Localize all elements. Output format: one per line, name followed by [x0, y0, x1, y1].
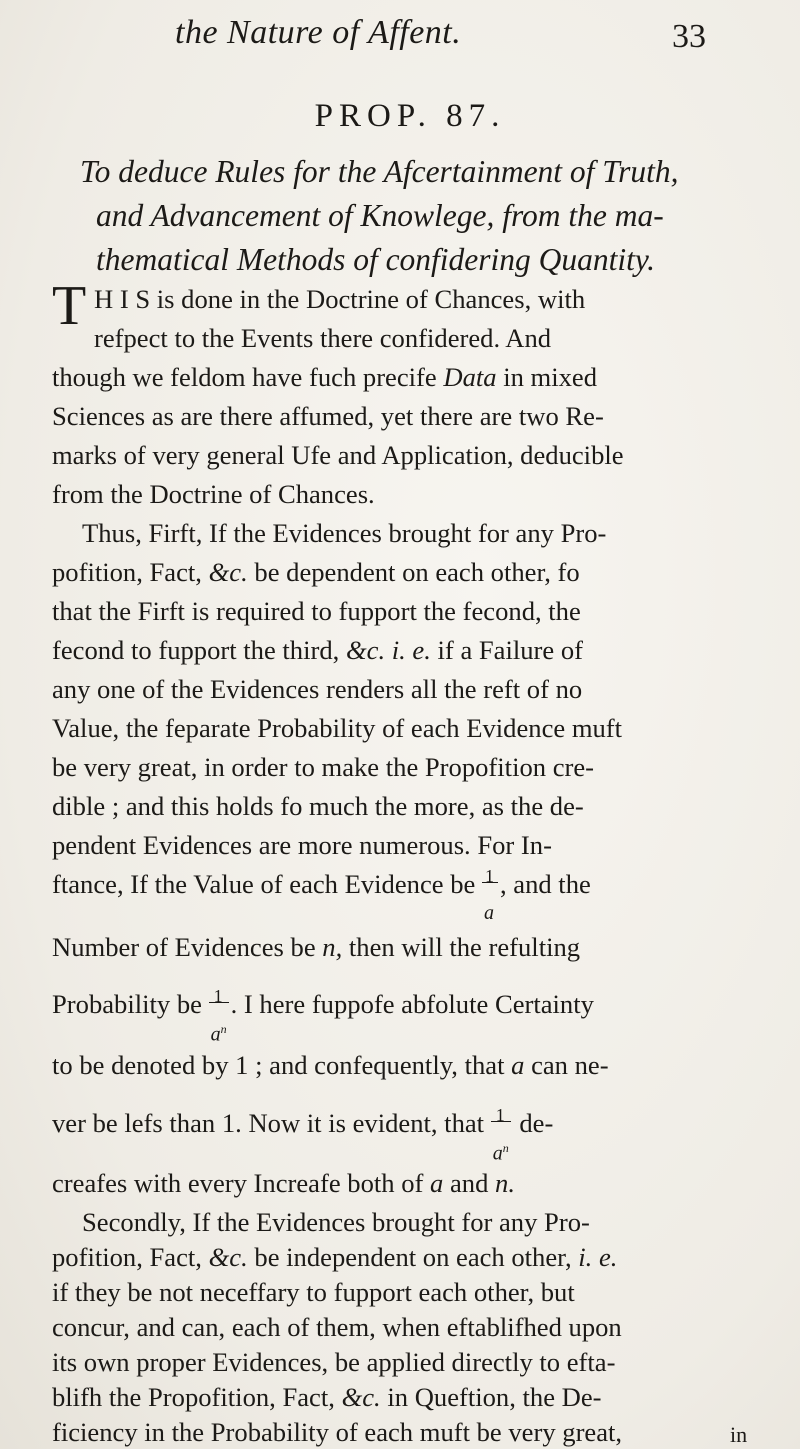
proposition-heading: PROP. 87.: [314, 98, 506, 134]
text-line: refpect to the Events there confidered. And: [94, 323, 552, 353]
page-number: 33: [672, 18, 706, 55]
text-line: marks of very general Ufe and Application, deducible: [52, 440, 624, 470]
text-line: be very great, in order to make the Propofition cre-: [52, 752, 595, 782]
fraction-one-over-a-to-n: $\frac{1}{a^n}$: [492, 1105, 509, 1165]
proposition-title: [80, 150, 770, 282]
text-line: Value, the feparate Probability of each Evidence muft: [52, 713, 623, 743]
book-page: the Nature of Affent. 33 PROP. 87. To deduce Rules for the Afcertainment of Truth, and Advancement of Knowlege, from the ma- thematical Methods of confidering Quantity. T H I S is done in the Doctrine of Chances, with refpect to the Events there confidered. And though we feldom have fuch precife Data in mixed Sciences as are there affumed, yet there are two Re- marks of very general Ufe and Application, deducible from the Doctrine of Chances. Thus, Firft, If the Evidences brought for any Pro- pofition, Fact, &c. be dependent on each other, fo that the Firft is required to fupport the fecond, the fecond to fupport the third, &c. i. e. if a Failure of any one of the Evidences renders all the reft of no Value, the feparate Probability of each Evidence muft be very great, in order to make the Propofition cre- dible ; and this holds fo much the more, as the de- pendent Evidences are more numerous. For In- ftance, If the Value of each Evidence be $\frac{1}{a}$ , and the Number of Evidences be n, then will the refulting Probability be $\frac{1}{a^n}$ . I here fuppofe abfolute Certainty to be denoted by 1 ; and confequently, that a can ne- ver be lefs than 1. Now it is evident, that $\frac{1}{a^n}$ de- creafes with every Increafe both of a and n. Secondly, If the Evidences brought for any Pro- pofition, Fact, &c. be independent on each other, i. e. if they be not neceffary to fupport each other, but concur, and can, each of them, when eftablifhed upon its own proper Evidences, be applied directly to efta- blifh the Propofition, Fact, &c. in Queftion, the De- ficiency in the Probability of each muft be very great, in: [0, 0, 800, 1449]
text-line: Thus, Firft, If the Evidences brought for any Pro-: [82, 518, 607, 548]
text-line: pendent Evidences are more numerous. For In-: [52, 830, 552, 860]
text-line: though we feldom have fuch precife Data in mixed: [52, 362, 598, 392]
text-line: H I S is done in the Doctrine of Chances, with: [94, 284, 586, 314]
text-line: Sciences as are there affumed, yet there are two Re-: [52, 401, 604, 431]
text-line: its own proper Evidences, be applied directly to efta-: [52, 1347, 616, 1377]
fraction-one-over-a-to-n: $\frac{1}{a^n}$: [210, 986, 227, 1046]
text-line: ftance, If the Value of each Evidence be $\frac{1}{a}$ , and the: [52, 866, 591, 924]
text-line: from the Doctrine of Chances.: [52, 479, 375, 509]
text-line: ficiency in the Probability of each muft be very great,: [52, 1417, 623, 1447]
text-line: to be denoted by 1 ; and confequently, that a can ne-: [52, 1050, 609, 1080]
title-line: and Advancement of Knowlege, from the ma-: [96, 198, 664, 233]
text-line: pofition, Fact, &c. be independent on each other, i. e.: [52, 1242, 618, 1272]
text-line: Probability be $\frac{1}{a^n}$ . I here fuppofe abfolute Certainty: [52, 986, 594, 1046]
title-line: To deduce Rules for the Afcertainment of Truth,: [80, 154, 679, 189]
text-line: dible ; and this holds fo much the more, as the de-: [52, 791, 584, 821]
text-line: if they be not neceffary to fupport each other, but: [52, 1277, 575, 1307]
text-line: Number of Evidences be n, then will the refulting: [52, 932, 581, 962]
text-line: that the Firft is required to fupport the fecond, the: [52, 596, 581, 626]
running-head: the Nature of Affent.: [175, 14, 462, 51]
text-line: ver be lefs than 1. Now it is evident, that $\frac{1}{a^n}$ de-: [52, 1105, 554, 1165]
text-line: creafes with every Increafe both of a and n.: [52, 1168, 515, 1198]
text-line: pofition, Fact, &c. be dependent on each other, fo: [52, 557, 580, 587]
text-line: blifh the Propofition, Fact, &c. in Queftion, the De-: [52, 1382, 602, 1412]
text-line: concur, and can, each of them, when eftablifhed upon: [52, 1312, 622, 1342]
title-line: thematical Methods of confidering Quantity.: [96, 242, 656, 277]
drop-capital: T: [52, 275, 87, 337]
text-line: fecond to fupport the third, &c. i. e. if a Failure of: [52, 635, 584, 665]
text-line: any one of the Evidences renders all the reft of no: [52, 674, 583, 704]
text-line: Secondly, If the Evidences brought for any Pro-: [82, 1207, 590, 1237]
italic-term: Data: [443, 362, 497, 392]
fraction-one-over-a: $\frac{1}{a}$: [482, 892, 500, 893]
